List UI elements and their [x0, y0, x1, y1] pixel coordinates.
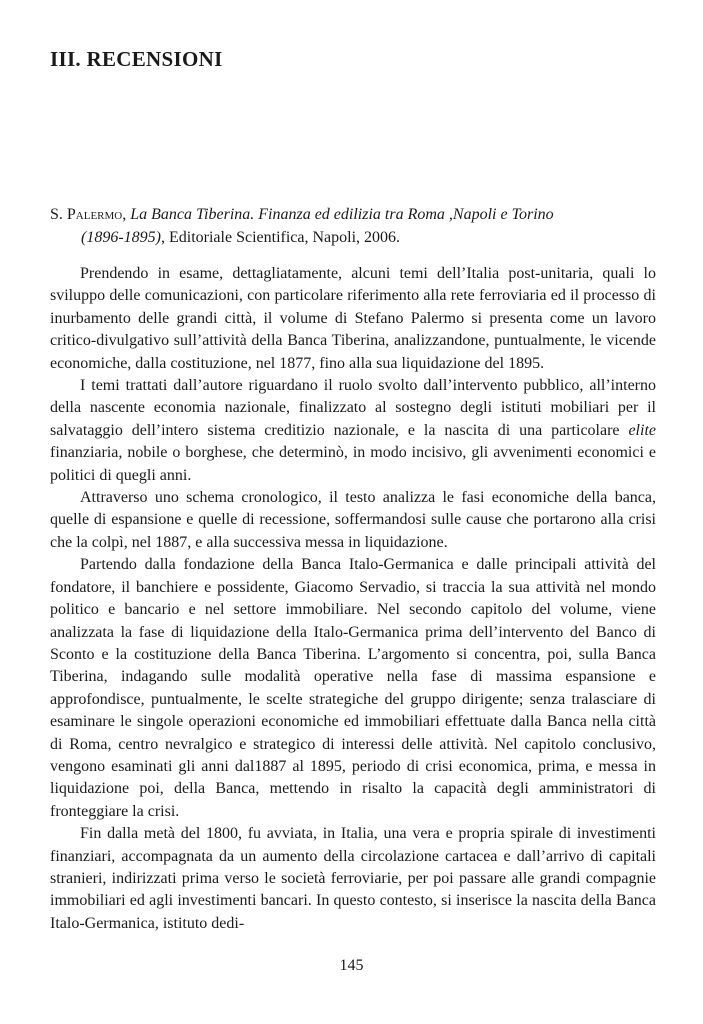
author-initial: S.	[50, 206, 67, 223]
paragraph: Prendendo in esame, dettagliatamente, alcuni temi dell’Italia post-unitaria, quali lo sviluppo delle comunicazioni, con particolare riferimento alla rete ferroviaria ed il processo di inurbamento delle grandi città, il volume di Stefano Palermo si presenta come un lavoro critico-divulgativo sull’attività della Banca Tiberina, analizzandone, puntualmente, le vicende economiche, dalla costituzione, nel 1877, fino alla sua liquidazione del 1895.	[50, 265, 656, 372]
book-title: La Banca Tiberina. Finanza ed edilizia tra Roma ,Napoli e Torino	[130, 206, 554, 223]
page-number: 145	[339, 957, 364, 974]
paragraph: Fin dalla metà del 1800, fu avviata, in Italia, una vera e propria spirale di investimenti finanziari, accompagnata da un aumento della circolazione cartacea e dall’arrivo di capitali stranieri, indirizzati prima verso le società ferroviarie, per poi passare alle grandi compagnie immobiliari ed agli investimenti bancari. In questo contesto, si inserisce la nascita della Banca Italo-Germanica, istituto dedi-	[50, 825, 656, 932]
paragraph-text: finanziaria, nobile o borghese, che determinò, in modo incisivo, gli avvenimenti economici e politici di quegli anni.	[50, 444, 656, 484]
paragraph	[50, 375, 656, 487]
paragraph-text: I temi trattati dall’autore riguardano il ruolo svolto dall’intervento pubblico, all’interno della nascente economia nazionale, finalizzato al sostegno degli istituti mobiliari per il salvataggio dell’intero sistema creditizio nazionale, e la nascita di una particolare	[50, 377, 656, 439]
book-citation	[50, 203, 656, 249]
book-title-dates: (1896-1895)	[81, 229, 161, 246]
paragraph: Attraverso uno schema cronologico, il testo analizza le fasi economiche della banca, quelle di espansione e quelle di recessione, soffermandosi sulle cause che portarono alla crisi che la colpì, nel 1887, e alla successiva messa in liquidazione.	[50, 489, 656, 551]
review-body	[50, 263, 656, 935]
citation-separator: ,	[122, 206, 131, 223]
author-surname: Palermo	[66, 206, 123, 223]
section-heading: III. RECENSIONI	[50, 47, 223, 71]
book-publisher: , Editoriale Scientifica, Napoli, 2006.	[160, 229, 401, 246]
italic-word: elite	[628, 421, 656, 439]
paragraph: Partendo dalla fondazione della Banca Italo-Germanica e dalle principali attività del fondatore, il banchiere e possidente, Giacomo Servadio, si traccia la sua attività nel mondo politico e bancario e nel settore immobiliare. Nel secondo capitolo del volume, viene analizzata la fase di liquidazione della Italo-Germanica prima dell’intervento del Banco di Sconto e la costituzione della Banca Tiberina. L’argomento si concentra, poi, sulla Banca Tiberina, indagando sulle modalità operative nella fase di massima espansione e approfondisce, puntualmente, le scelte strategiche del gruppo dirigente; senza tralasciare di esaminare le singole operazioni economiche ed immobiliari effettuate dalla Banca nella città di Roma, centro nevralgico e strategico di interessi delle attività. Nel capitolo conclusivo, vengono esaminati gli anni dal1887 al 1895, periodo di crisi economica, prima, e messa in liquidazione poi, della Banca, mettendo in risalto la capacità degli amministratori di fronteggiare la crisi.	[50, 556, 656, 820]
